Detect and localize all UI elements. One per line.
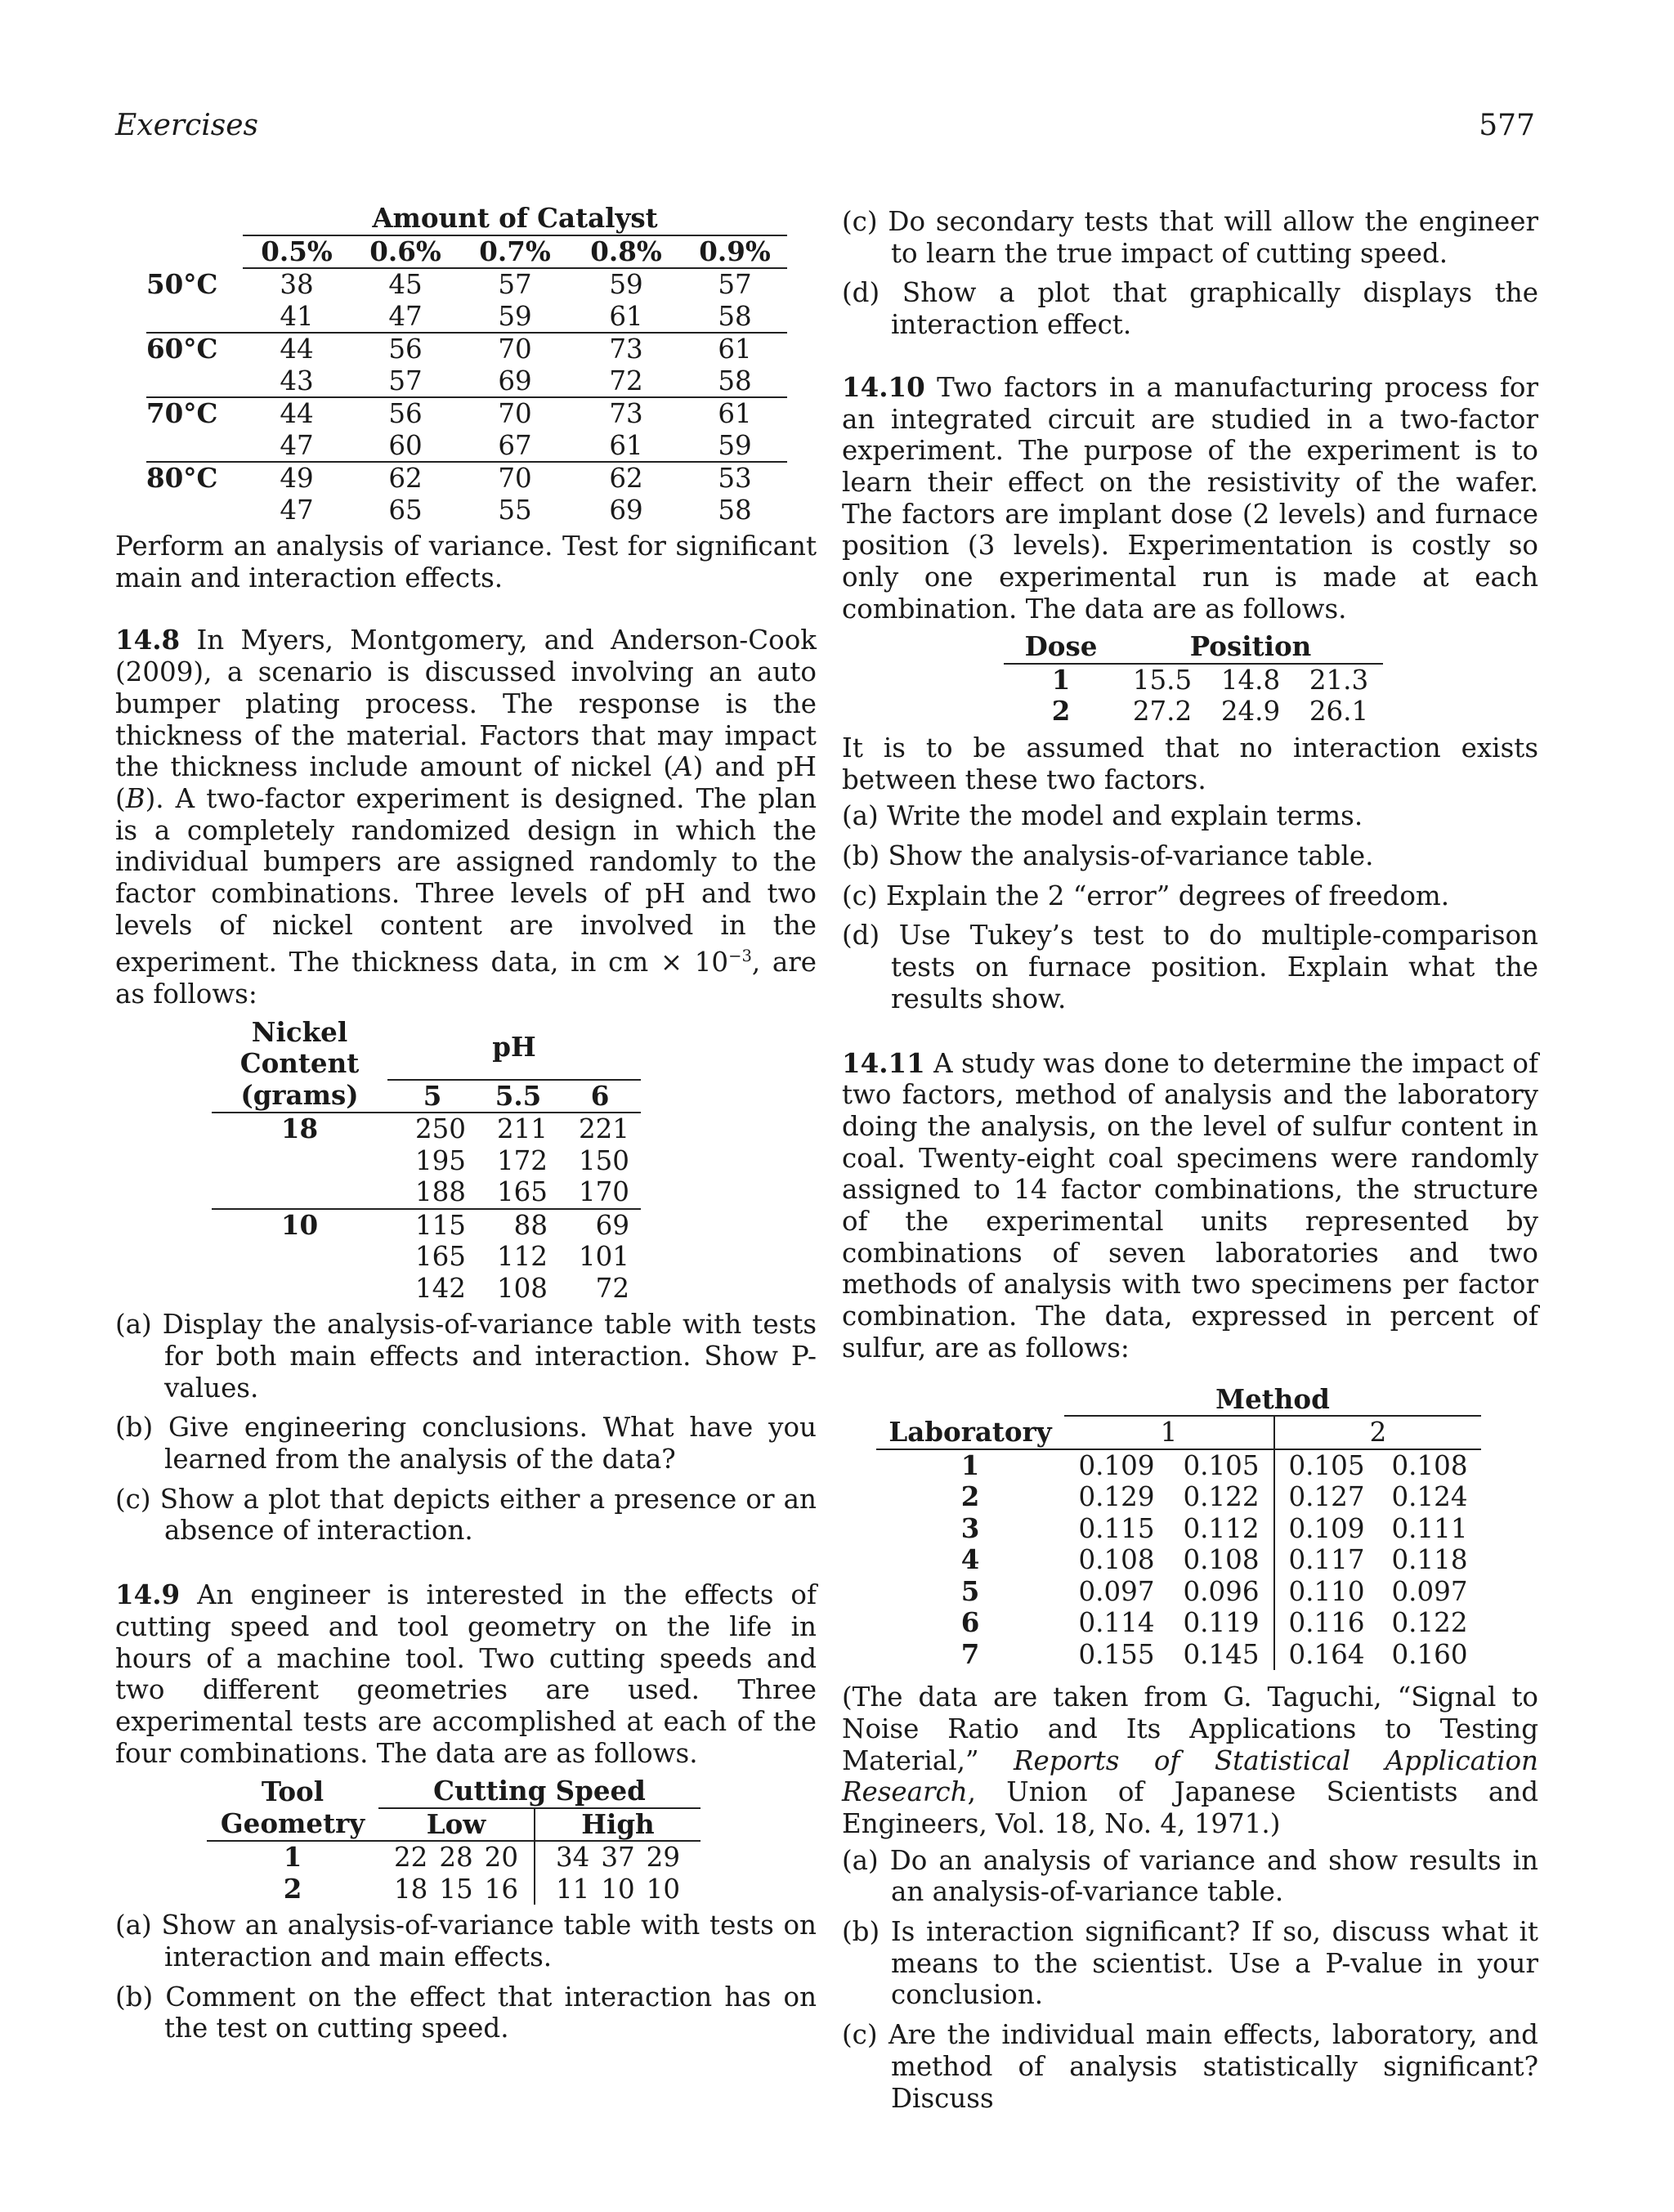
column-header: High: [535, 1808, 700, 1842]
math-var: A: [674, 751, 693, 783]
ex1410-statement: [842, 372, 1538, 625]
table-cell: 59: [718, 429, 752, 461]
ex1411-text: A study was done to determine the impact of two factors, method of analysis and the laboratory doing the analysis, on the level of sulfur content in coal. Twenty-eight coal specimens were randomly assigned to 14 factor combinations, the structure of the experimental units represented by combinations of seven laboratories and two methods of analysis with two specimens per factor combination. The data, expressed in percent of sulfur, are as follows:: [842, 1047, 1538, 1363]
table-cell: 60: [388, 429, 423, 461]
table-cell: 47: [388, 300, 423, 332]
table-cell: 211: [496, 1113, 548, 1145]
table-cell: 0.118: [1391, 1544, 1468, 1576]
question-item: (c) Show a plot that depicts either a presence or an absence of interaction.: [115, 1483, 817, 1547]
table-row: [876, 1607, 1481, 1639]
table-cell: 58: [718, 365, 752, 396]
table-cell: 27.2: [1132, 696, 1193, 728]
question-item: (b) Show the analysis-of-variance table.: [842, 840, 1374, 872]
table-cell: 43: [280, 365, 314, 396]
table-cell: 65: [388, 494, 423, 526]
row-label: 18: [280, 1113, 319, 1145]
table-cell: 73: [570, 397, 683, 430]
exercise-number: 14.8: [115, 624, 181, 656]
table-cell: 70: [460, 462, 570, 495]
row-label: 1: [1051, 663, 1071, 696]
row-label: 6: [960, 1606, 980, 1639]
row-header: Geometry: [207, 1808, 378, 1842]
table-cell: 73: [570, 333, 683, 365]
table-cell: 56: [351, 333, 460, 365]
sulfur-table-wrap: [842, 1384, 1538, 1671]
ex1410-text: Two factors in a manufacturing process for an integrated circuit are studied in a two-factor experiment. The purpose of the experiment is to learn their effect on the resistivity of the wafer. The factors are implant dose (2 levels) and furnace position (3 levels). Experimentation is costly so only one experimental run is made at each combination. The data are as follows.: [842, 371, 1538, 625]
table-row: [146, 333, 787, 365]
question-item: (a) Do an analysis of variance and show results in an analysis-of-variance table.: [842, 1844, 1538, 1908]
table-cell: 69: [498, 365, 532, 396]
ex148-text: ). A two-factor experiment is designed. The plan is a completely randomized design in which the individual bumpers are assigned randomly to the factor combinations. Three levels of pH and two levels of nickel content are involved in the experiment. The thickness data, in cm × 10: [115, 782, 817, 978]
table-cell: 0.108: [1183, 1544, 1260, 1576]
table-cell: 0.105: [1274, 1449, 1378, 1482]
table-row: [207, 1841, 700, 1874]
table-cell: 0.124: [1391, 1481, 1468, 1513]
table-cell: 172: [496, 1144, 548, 1176]
ex149-items-left: [115, 1910, 817, 2044]
table-cell: 61: [683, 333, 787, 365]
catalyst-caption: Amount of Catalyst: [372, 202, 658, 234]
question-item: (c) Explain the 2 “error” degrees of freedom.: [842, 880, 1450, 911]
table-cell: 0.105: [1183, 1449, 1260, 1481]
table-row: [212, 1145, 641, 1177]
table-cell: 0.097: [1391, 1575, 1468, 1607]
table-row: [146, 430, 787, 463]
table-cell: 55: [498, 494, 532, 526]
table-cell: 0.115: [1078, 1512, 1155, 1544]
ex148-items: [115, 1309, 817, 1547]
question-item: (d) Use Tukey’s test to do multiple-comparison tests on furnace position. Explain what the results show.: [842, 920, 1538, 1014]
tool-table-wrap: [115, 1775, 817, 1905]
table-value: 18: [393, 1873, 428, 1905]
table-cell: 0.112: [1183, 1512, 1260, 1544]
table-cell: 0.116: [1274, 1607, 1378, 1639]
ex148-text: , are as follows:: [115, 947, 817, 1010]
column-header: 0.6%: [351, 235, 460, 269]
table-cell: 14.8: [1220, 664, 1281, 696]
table-cell: 57: [718, 269, 752, 300]
exercise-number: 14.10: [842, 370, 925, 403]
table-cell: 112: [496, 1241, 548, 1273]
column-header: 1: [1064, 1416, 1274, 1449]
table-row: [1004, 664, 1383, 696]
row-label: [212, 1273, 387, 1305]
table-row: [207, 1874, 700, 1905]
exponent: −3: [728, 947, 752, 966]
table-cell: 47: [280, 429, 314, 461]
table-row: [212, 1273, 641, 1305]
table-cell: 38: [280, 269, 314, 300]
column-header: 6: [559, 1080, 641, 1113]
table-row: [876, 1544, 1481, 1576]
table-cell: 67: [498, 429, 532, 461]
row-header: (grams): [212, 1080, 387, 1113]
row-label: 3: [960, 1511, 980, 1544]
speed-caption: Cutting Speed: [378, 1775, 700, 1808]
method-caption: Method: [1064, 1384, 1481, 1417]
table-cell: 0.122: [1183, 1481, 1260, 1513]
ex148-text: In Myers, Montgomery, and Anderson-Cook (2009), a scenario is discussed involving an auto bumper plating process. The response is the thickness of the material. Factors that may impact the thickness include amount of nickel (: [115, 625, 817, 783]
table-row: [146, 462, 787, 495]
catalyst-table-wrap: [115, 203, 817, 526]
ex1411-source: [842, 1681, 1538, 1840]
table-cell: 72: [595, 1272, 629, 1304]
table-row: [146, 495, 787, 526]
table-cell: 165: [477, 1176, 559, 1209]
table-cell: 0.127: [1274, 1481, 1378, 1513]
source-text: (The data are taken from G. Taguchi, “Signal to Noise Ratio and Its Applications to Testing Material,”: [842, 1681, 1538, 1776]
table-value: 22: [393, 1842, 428, 1874]
ex1410-assumption: It is to be assumed that no interaction exists between these two factors.: [842, 732, 1538, 795]
row-label: 2: [1051, 695, 1071, 728]
low-speed-cell: [378, 1841, 535, 1874]
column-header: 0.7%: [460, 235, 570, 269]
row-label: [146, 365, 243, 398]
row-label: [146, 301, 243, 334]
table-cell: 61: [609, 429, 643, 461]
ph-caption: pH: [387, 1017, 641, 1080]
table-cell: 0.129: [1078, 1481, 1155, 1513]
table-row: [876, 1639, 1481, 1671]
column-header: 2: [1274, 1416, 1481, 1449]
dose-table-wrap: [842, 631, 1538, 728]
question-item: (a) Show an analysis-of-variance table with tests on interaction and main effects.: [115, 1910, 817, 1973]
ex1411-statement: [842, 1048, 1538, 1364]
ex148-statement: [115, 625, 817, 1010]
journal-title: Reports of Statistical Application Research: [842, 1744, 1538, 1808]
question-item: (a) Display the analysis-of-variance table with tests for both main effects and interaction. Show P-values.: [115, 1309, 817, 1404]
question-item: (d) Show a plot that graphically displays the interaction effect.: [842, 277, 1538, 341]
sulfur-table: [876, 1384, 1481, 1671]
table-value: 10: [601, 1873, 635, 1905]
table-cell: 44: [243, 397, 351, 430]
column-header: 5: [387, 1080, 477, 1113]
running-header: Exercises: [115, 109, 259, 142]
table-cell: 0.110: [1274, 1576, 1378, 1608]
table-cell: 0.122: [1391, 1607, 1468, 1639]
table-cell: 49: [243, 462, 351, 495]
ex149-statement: [115, 1579, 817, 1769]
table-cell: 108: [496, 1272, 548, 1304]
table-cell: 250: [414, 1113, 466, 1145]
row-label: [146, 430, 243, 463]
question-item: (b) Comment on the effect that interaction has on the test on cutting speed.: [115, 1981, 817, 2044]
question-item: (a) Write the model and explain terms.: [842, 800, 1363, 832]
exercise-number: 14.11: [842, 1046, 925, 1079]
ex1411-items: [842, 1845, 1538, 2115]
table-cell: 62: [351, 462, 460, 495]
table-cell: 62: [570, 462, 683, 495]
table-cell: 0.155: [1078, 1638, 1155, 1670]
question-item: (b) Give engineering conclusions. What have you learned from the analysis of the data?: [115, 1412, 817, 1475]
right-column: [842, 206, 1538, 2122]
ex147-instructions: Perform an analysis of variance. Test for significant main and interaction effects.: [115, 531, 817, 593]
table-row: [146, 301, 787, 334]
math-var: B: [125, 782, 145, 814]
table-cell: 59: [498, 300, 532, 332]
ex1410-items: [842, 800, 1538, 1014]
table-row: [212, 1176, 641, 1209]
row-label: [212, 1176, 387, 1209]
row-label: [212, 1145, 387, 1177]
table-cell: 195: [414, 1144, 466, 1176]
column-header: Low: [378, 1808, 535, 1842]
table-value: 20: [484, 1842, 519, 1874]
exercise-number: 14.9: [115, 1578, 181, 1611]
ex149-items-right: [842, 206, 1538, 341]
table-cell: 0.117: [1274, 1544, 1378, 1576]
high-speed-cell: [535, 1841, 700, 1874]
table-cell: 26.1: [1309, 696, 1369, 728]
column-header: 0.5%: [243, 235, 351, 269]
table-cell: 0.114: [1078, 1607, 1155, 1639]
table-cell: 150: [578, 1144, 629, 1176]
table-cell: 0.111: [1391, 1512, 1468, 1544]
table-cell: 0.160: [1391, 1638, 1468, 1670]
table-cell: 70: [460, 333, 570, 365]
question-item: (c) Are the individual main effects, laboratory, and method of analysis statistically significant? Discuss: [842, 2019, 1538, 2114]
row-label: 10: [280, 1208, 319, 1241]
question-item: (c) Do secondary tests that will allow the engineer to learn the true impact of cutting speed.: [842, 206, 1538, 269]
table-cell: 0.109: [1274, 1513, 1378, 1545]
catalyst-table: [146, 203, 787, 526]
row-label: 1: [283, 1841, 302, 1874]
row-header: Nickel Content: [239, 1015, 360, 1080]
row-label: [212, 1241, 387, 1273]
table-row: [876, 1481, 1481, 1513]
row-label: 1: [960, 1449, 980, 1481]
table-row: [212, 1209, 641, 1242]
table-cell: 57: [388, 365, 423, 396]
row-label: 2: [283, 1872, 302, 1905]
table-value: 37: [601, 1842, 635, 1874]
nickel-table: [212, 1017, 641, 1305]
table-row: [212, 1113, 641, 1145]
table-cell: 61: [683, 397, 787, 430]
table-cell: 0.145: [1183, 1638, 1260, 1670]
table-row: [212, 1241, 641, 1273]
table-cell: 0.164: [1274, 1639, 1378, 1671]
row-label: 50°C: [146, 267, 218, 300]
row-label: 70°C: [146, 397, 243, 430]
table-row: [146, 268, 787, 301]
row-label: 80°C: [146, 462, 243, 495]
table-value: 16: [484, 1873, 519, 1905]
table-row: [876, 1513, 1481, 1545]
table-cell: 41: [280, 300, 314, 332]
table-row: [1004, 696, 1383, 728]
table-cell: 142: [414, 1272, 466, 1304]
table-value: 15: [439, 1873, 473, 1905]
table-value: 10: [646, 1873, 681, 1905]
table-cell: 56: [351, 397, 460, 430]
row-header: Tool: [261, 1775, 325, 1807]
table-cell: 24.9: [1220, 696, 1281, 728]
table-cell: 188: [387, 1176, 477, 1209]
table-cell: 44: [243, 333, 351, 365]
table-cell: 101: [578, 1241, 629, 1273]
question-item: (b) Is interaction significant? If so, discuss what it means to the scientist. Use a P-value in your conclusion.: [842, 1916, 1538, 2011]
table-value: 11: [555, 1873, 590, 1905]
table-cell: 53: [683, 462, 787, 495]
table-cell: 61: [609, 300, 643, 332]
ex149-text: An engineer is interested in the effects of cutting speed and tool geometry on the life in hours of a machine tool. Two cutting speeds and two different geometries are used. Three experimental tests are accomplished at each of the four combinations. The data are as follows.: [115, 1579, 817, 1769]
ex148-text: ) and pH (: [115, 751, 817, 814]
table-cell: 88: [513, 1209, 548, 1241]
table-cell: 0.097: [1078, 1575, 1155, 1607]
row-label: 5: [960, 1574, 980, 1607]
table-cell: 170: [559, 1176, 641, 1209]
row-header: Dose: [1004, 631, 1118, 664]
table-cell: 72: [609, 365, 643, 396]
table-cell: 57: [498, 269, 532, 300]
low-speed-cell: [378, 1874, 535, 1905]
table-cell: 45: [388, 269, 423, 300]
table-cell: 0.109: [1078, 1449, 1155, 1481]
table-cell: 58: [718, 494, 752, 526]
nickel-table-wrap: [115, 1017, 817, 1305]
column-header: 0.9%: [683, 235, 787, 269]
left-column: [115, 196, 817, 2053]
high-speed-cell: [535, 1874, 700, 1905]
page-number: 577: [1479, 109, 1535, 142]
row-label: [146, 495, 243, 526]
table-cell: 115: [414, 1209, 466, 1241]
row-header: Laboratory: [876, 1416, 1064, 1449]
position-caption: Position: [1118, 631, 1383, 664]
dose-table: [1004, 631, 1383, 728]
table-cell: 58: [718, 300, 752, 332]
table-row: [146, 397, 787, 430]
table-cell: 221: [578, 1113, 629, 1145]
table-value: 28: [439, 1842, 473, 1874]
row-label: 2: [960, 1480, 980, 1513]
table-cell: 15.5: [1132, 664, 1193, 696]
table-cell: 0.108: [1078, 1544, 1155, 1576]
row-label: 60°C: [146, 333, 243, 365]
column-header: 0.8%: [570, 235, 683, 269]
row-label: 7: [960, 1637, 980, 1670]
table-cell: 0.096: [1183, 1575, 1260, 1607]
table-cell: 69: [609, 494, 643, 526]
table-cell: 70: [460, 397, 570, 430]
table-row: [876, 1576, 1481, 1608]
source-text: , Union of Japanese Scientists and Engineers, Vol. 18, No. 4, 1971.): [842, 1776, 1538, 1839]
table-cell: 21.3: [1309, 664, 1369, 696]
table-row: [146, 365, 787, 398]
column-header: 5.5: [477, 1080, 559, 1113]
table-row: [876, 1449, 1481, 1482]
table-cell: 47: [280, 494, 314, 526]
table-cell: 0.119: [1183, 1607, 1260, 1639]
table-value: 34: [555, 1842, 590, 1874]
row-label: 4: [960, 1543, 980, 1576]
table-cell: 59: [609, 269, 643, 300]
table-cell: 0.108: [1391, 1449, 1468, 1481]
table-value: 29: [646, 1842, 681, 1874]
table-cell: 165: [414, 1241, 466, 1273]
table-cell: 69: [595, 1209, 629, 1241]
tool-table: [207, 1775, 700, 1905]
